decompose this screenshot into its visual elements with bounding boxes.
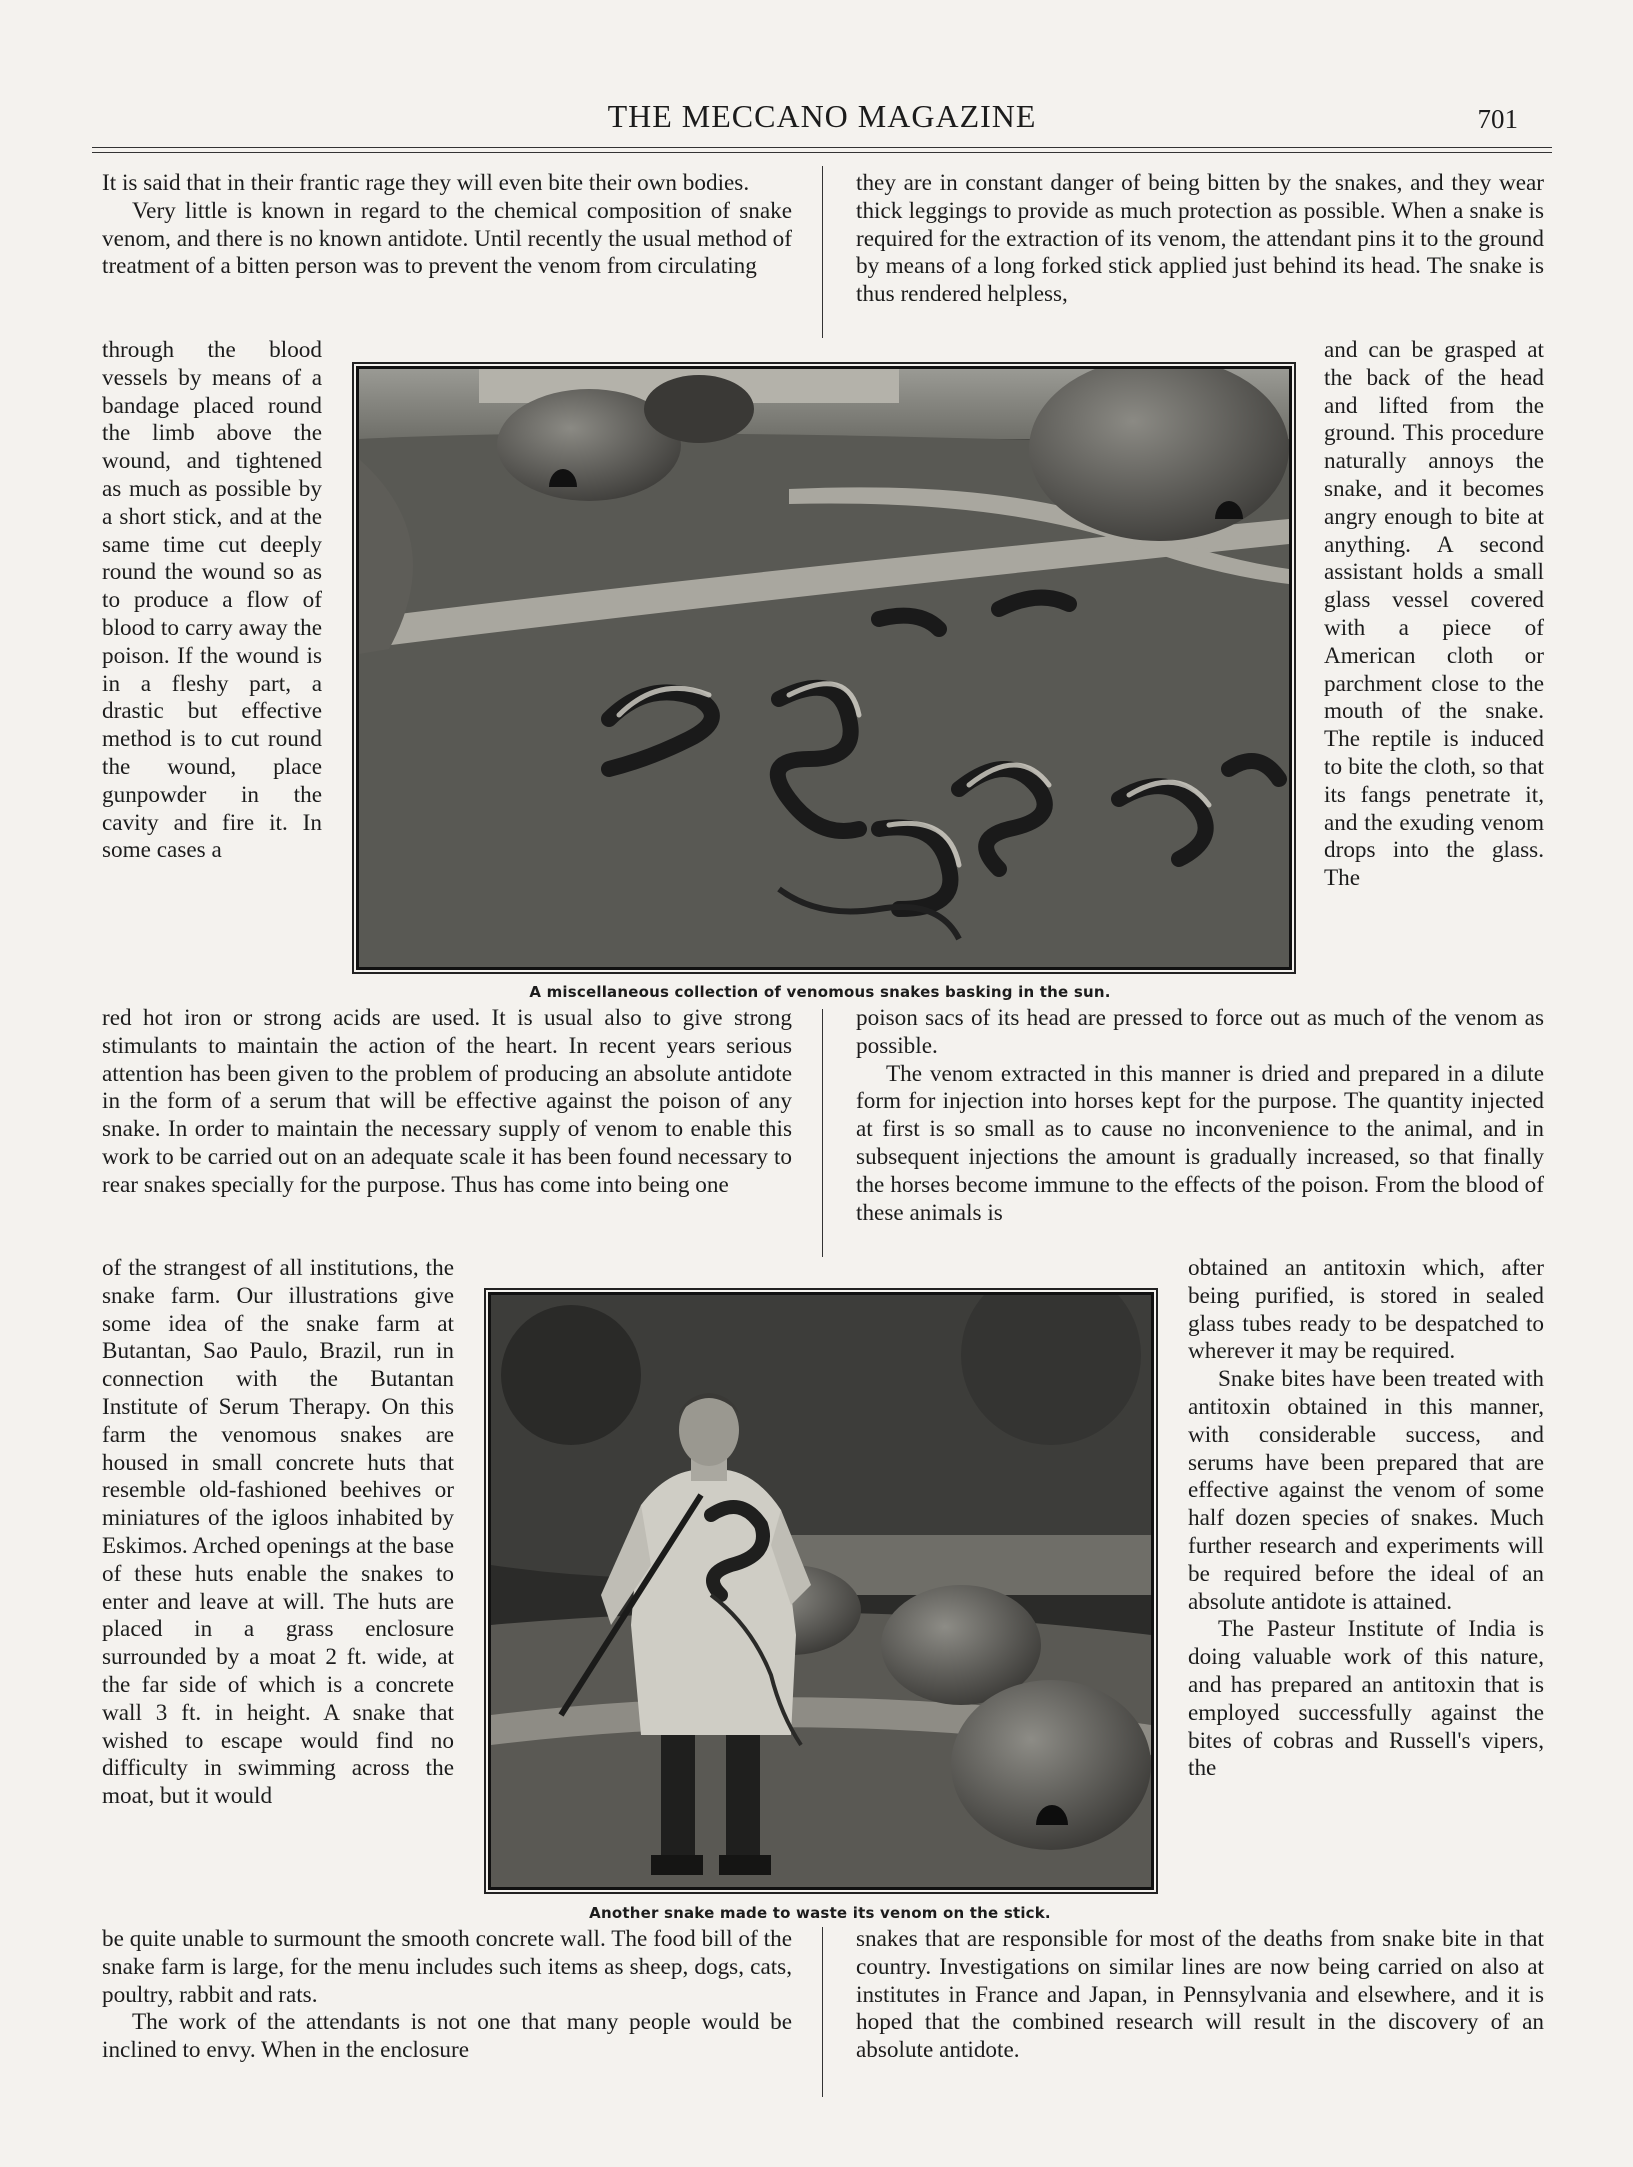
header-rule-top (92, 147, 1552, 148)
paragraph: obtained an antitoxin which, after being purified, is stored in sealed glass tubes ready to be despatched to wherever it may be required. (1188, 1255, 1544, 1365)
text-block-r1 (856, 170, 1544, 309)
page-number: 701 (1477, 104, 1518, 134)
paragraph: be quite unable to surmount the smooth concrete wall. The food bill of the snake farm is large, for the menu includes such items as sheep, dogs, cats, poultry, rabbit and rats. (102, 1926, 792, 2008)
paragraph: through the blood vessels by means of a bandage placed round the limb above the wound, and tightened as much as possible by a short stick, and at the same time cut deeply round the wound so as to produce a flow of blood to carry away the poison. If the wound is in a fleshy part, a drastic but effective method is to cut round the wound, place gunpowder in the cavity and fire it. In some cases a (102, 337, 322, 864)
paragraph: Snake bites have been treated with antitoxin obtained in this manner, with considerable success, and serums have been prepared that are effective against the venom of some half dozen species of snakes. Much further research and experiments will be required before the ideal of an absolute antidote is attained. (1188, 1366, 1544, 1615)
column-divider-middle (822, 1009, 823, 1257)
paragraph: It is said that in their frantic rage they will even bite their own bodies. (102, 170, 750, 196)
text-block-l3 (102, 337, 322, 865)
paragraph: Very little is known in regard to the chemical composition of snake venom, and there is no known antidote. Until recently the usual method of treatment of a bitten person was to prevent the venom from circulating (102, 197, 792, 280)
snakes-photo-caption: A miscellaneous collection of venomous snakes basking in the sun. (529, 983, 1111, 1001)
text-block-l5 (102, 1255, 454, 1811)
text-block-r3 (856, 1005, 1544, 1227)
paragraph: they are in constant danger of being bitten by the snakes, and they wear thick leggings to provide as much protection as possible. When a snake is required for the extraction of its venom, the attendant pins it to the ground by means of a long forked stick applied just behind its head. The snake is thus rendered helpless, (856, 170, 1544, 308)
paragraph: The venom extracted in this manner is dried and prepared in a dilute form for injection into horses kept for the purpose. The quantity injected at first is so small as to cause no inconvenience to the animal, and in subsequent injections the amount is gradually increased, so that finally the horses become immune to the effects of the poison. From the blood of these animals is (856, 1060, 1544, 1226)
paragraph: poison sacs of its head are pressed to force out as much of the venom as possible. (856, 1005, 1544, 1059)
man-with-snake-photo (488, 1292, 1154, 1890)
text-block-r8 (856, 1926, 1544, 2065)
text-block-r2 (1324, 337, 1544, 893)
magazine-title: THE MECCANO MAGAZINE (607, 98, 1037, 134)
paragraph: snakes that are responsible for most of the deaths from snake bite in that country. Investigations on similar lines are now being carried on also at institutes in France and Japan, in Pennsylvania and elsewhere, and it is hoped that the combined research will result in the discovery of an absolute antidote. (856, 1926, 1544, 2064)
text-block-r5 (1188, 1255, 1544, 1783)
snakes-photo (356, 366, 1292, 970)
header-rule-bottom (92, 152, 1552, 153)
man-photo-caption: Another snake made to waste its venom on the stick. (589, 1904, 1051, 1922)
page-header (92, 98, 1552, 144)
paragraph: of the strangest of all institutions, the snake farm. Our illustrations give some idea of the snake farm at Butantan, Sao Paulo, Brazil, run in connection with the Butantan Institute of Serum Therapy. On this farm the venomous snakes are housed in small concrete huts that resemble old-fashioned beehives or miniatures of the igloos inhabited by Eskimos. Arched openings at the base of these huts enable the snakes to enter and leave at will. The huts are placed in a grass enclosure surrounded by a moat 2 ft. wide, at the far side of which is a concrete wall 3 ft. in height. A snake that wished to escape would find no difficulty in swimming across the moat, but it would (102, 1255, 454, 1810)
paragraph: The work of the attendants is not one that many people would be inclined to envy. When in the enclosure (102, 2009, 792, 2064)
paragraph: The Pasteur Institute of India is doing valuable work of this nature, and has prepared an antitoxin that is employed successfully against the bites of cobras and Russell's vipers, the (1188, 1616, 1544, 1782)
text-block-l4 (102, 1005, 792, 1200)
text-block-l6 (102, 1926, 792, 2065)
paragraph: and can be grasped at the back of the head and lifted from the ground. This procedure naturally annoys the snake, and it becomes angry enough to bite at anything. A second assistant holds a small glass vessel covered with a piece of American cloth or parchment close to the mouth of the snake. The reptile is induced to bite the cloth, so that its fangs penetrate it, and the exuding venom drops into the glass. The (1324, 337, 1544, 892)
column-divider-top (822, 166, 823, 338)
column-divider-bottom (822, 1927, 823, 2097)
paragraph: red hot iron or strong acids are used. It is usual also to give strong stimulants to maintain the action of the heart. In recent years serious attention has been given to the problem of producing an absolute antidote in the form of a serum that will be effective against the poison of any snake. In order to maintain the necessary supply of venom to enable this work to be carried out on an adequate scale it has been found necessary to rear snakes specially for the purpose. Thus has come into being one (102, 1005, 792, 1198)
text-block-l1 (102, 170, 792, 281)
